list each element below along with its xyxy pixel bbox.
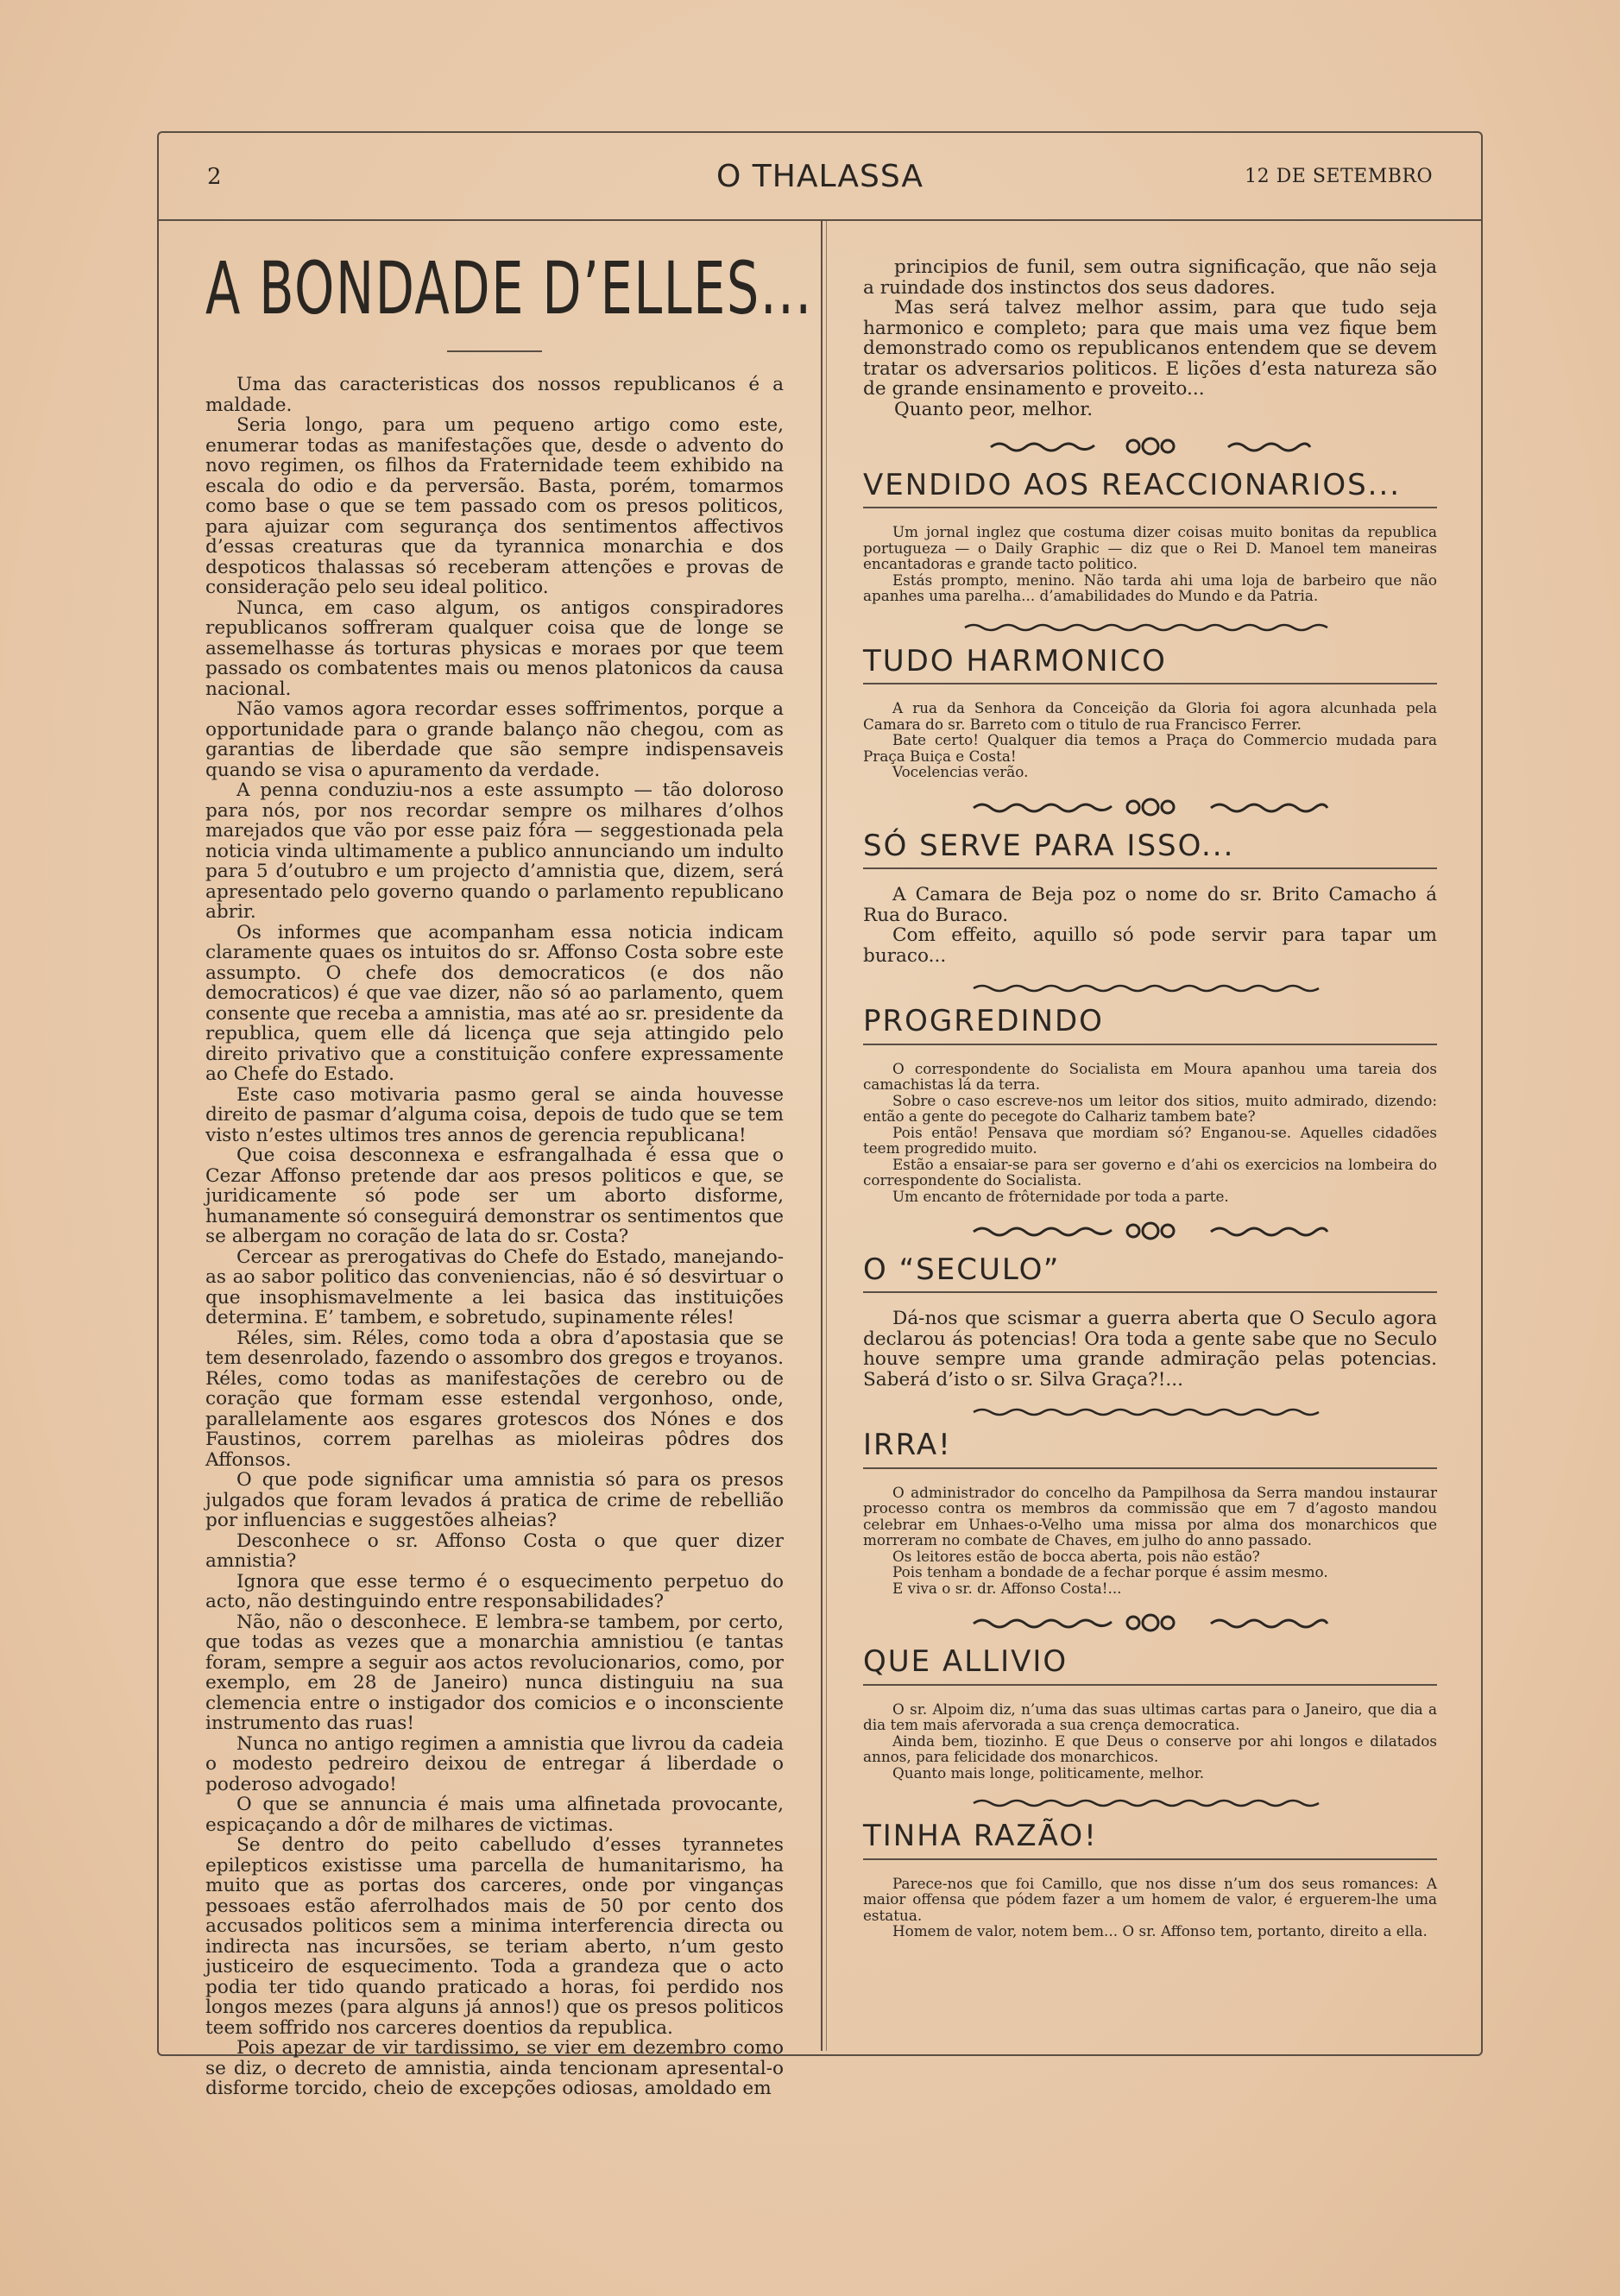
ornament-divider	[969, 1612, 1332, 1634]
column-divider	[821, 221, 823, 2051]
section-body	[863, 1701, 1437, 1782]
news-item	[863, 830, 1437, 966]
section-paragraph: Bate certo! Qualquer dia temos a Praça do Commercio mudada para Praça Buiça e Costa!	[863, 731, 1437, 765]
main-article	[205, 246, 813, 2100]
article-continuation	[863, 257, 1437, 419]
headline-rule	[447, 350, 542, 352]
section-body	[863, 885, 1437, 966]
article-body	[205, 375, 784, 2099]
section-title: VENDIDO AOS REACCIONARIOS...	[863, 468, 1402, 502]
news-item	[863, 1429, 1437, 1596]
section-title: IRRA!	[863, 1428, 952, 1463]
ornament-divider	[986, 435, 1314, 457]
section-paragraph: Parece-nos que foi Camillo, que nos disse n’um dos seus romances: A maior offensa que pódem fazer a um homem de valor, é erguerem-lhe uma estatua.	[863, 1874, 1437, 1924]
ornament-divider	[969, 1796, 1332, 1808]
news-item	[863, 1646, 1437, 1781]
section-paragraph: Vocelencias verão.	[892, 763, 1029, 781]
ornament-divider	[969, 981, 1332, 993]
article-paragraph: Os informes que acompanham essa noticia indicam claramente quaes os intuitos do sr. Affonso Costa sobre este assumpto. O chefe dos democraticos (e dos não democraticos) é que vae dizer, não só ao parlamento, quem consente que receba a amnistia, mas até ao sr. presidente da republica, quem elle dá licença que seja attingido pelo direito privativo que a constituição confere expressamente ao Chefe do Estado.	[205, 921, 784, 1086]
column-divider-inner	[826, 221, 827, 2051]
article-paragraph: O que se annuncia é mais uma alfinetada provocante, espicaçando a dôr de milhares de victimas.	[205, 1794, 784, 1836]
section-title: TUDO HARMONICO	[863, 643, 1167, 678]
news-item	[863, 1820, 1437, 1939]
section-paragraph: Quanto mais longe, politicamente, melhor.	[892, 1763, 1205, 1782]
section-body	[863, 1309, 1437, 1390]
newspaper-title: O THALASSA	[716, 159, 923, 194]
section-paragraph: Pois então! Pensava que mordiam só? Enganou-se. Aquelles cidadões teem progredido muito.	[863, 1123, 1437, 1157]
section-paragraph: Os leitores estão de bocca aberta, pois não estão?	[892, 1547, 1260, 1565]
article-paragraph: Não vamos agora recordar esses soffrimentos, porque a opportunidade para o grande balanço não chegou, com as garantias de liberdade que são sempre indispensaveis quando se visa o apuramento da verdade.	[205, 698, 784, 781]
article-paragraph: Ignora que esse termo é o esquecimento perpetuo do acto, não destinguindo entre responsabilidades?	[205, 1570, 784, 1613]
section-rule	[863, 1467, 1437, 1469]
article-paragraph: Cercear as prerogativas do Chefe do Estado, manejando-as ao sabor politico das conveniencias, não é só desvirtuar o que insophismavelmente a lei basica das instituições determina. E’ tambem, e sobretudo, supinamente réles!	[205, 1246, 784, 1329]
section-body	[863, 700, 1437, 780]
article-paragraph: Não, não o desconhece. E lembra-se tambem, por certo, que todas as vezes que a monarchia amnistiou (e tantas foram, sempre a seguir aos actos revolucionarios, como, por exemplo, em 28 de Janeiro) nunca distinguiu na sua clemencia entre o instigador dos comicios e o inconsciente instrumento das ruas!	[205, 1611, 784, 1735]
page-number: 2	[207, 164, 222, 190]
section-title: TINHA RAZÃO!	[863, 1819, 1098, 1854]
article-paragraph: Pois apezar de vir tardissimo, se vier em dezembro como se diz, o decreto de amnistia, ainda tencionam apresental-o disforme torcido, cheio de excepções odiosas, amoldado em	[205, 2037, 784, 2100]
section-rule	[863, 683, 1437, 684]
section-paragraph: Homem de valor, notem bem... O sr. Affonso tem, portanto, direito a ella.	[892, 1922, 1428, 1940]
article-paragraph: Este caso motivaria pasmo geral se ainda houvesse direito de pasmar d’alguma coisa, depois de tudo que se tem visto n’estes ultimos tres annos de gerencia republicana!	[205, 1083, 784, 1146]
ornament-divider	[969, 796, 1332, 818]
section-paragraph: Um jornal inglez que costuma dizer coisas muito bonitas da republica portugueza — o Daily Graphic — diz que o Rei D. Manoel tem maneiras encantadoras e grande tacto politico.	[863, 523, 1437, 573]
article-headline: A BONDADE D’ELLES...	[205, 246, 813, 331]
news-item	[863, 1006, 1437, 1204]
article-paragraph: Seria longo, para um pequeno artigo como este, enumerar todas as manifestações que, desde o advento do novo regimen, os filhos da Fraternidade teem exhibido na escala do odio e da perversão. Basta, porém, tomarmos como base o que se tem passado com os presos politicos, para ajuizar com segurança dos sentimentos affectivos d’essas creaturas que da tyrannica monarchia e dos despoticos thalassas só receberam attenções e provas de consideração pelo seu ideal politico.	[205, 414, 784, 599]
section-paragraph: O administrador do concelho da Pampilhosa da Serra mandou instaurar processo contra os membros da commissão que em 7 d’agosto mandou celebrar em Unhaes-o-Velho uma missa por alma dos monarchicos que morreram no combate de Chaves, em julho do anno passado.	[863, 1483, 1437, 1549]
section-paragraph: Pois tenham a bondade de a fechar porque é assim mesmo.	[892, 1563, 1328, 1581]
page-header	[157, 154, 1483, 221]
continuation-paragraph: principios de funil, sem outra significação, que não seja a ruindade dos instinctos dos seus dadores.	[863, 256, 1437, 299]
section-paragraph: Sobre o caso escreve-nos um leitor dos sitios, muito admirado, dizendo: então a gente do pecegote do Calhariz tambem bate?	[863, 1091, 1437, 1126]
ornament-divider	[969, 1220, 1332, 1242]
ornament-divider	[961, 620, 1340, 634]
section-rule	[863, 1684, 1437, 1686]
article-paragraph: Se dentro do peito cabelludo d’esses tyrannetes epilepticos existisse uma parcella de humanitarismo, ha muito que as portas dos carceres, onde por vinganças pessoaes estão aferrolhados mais de 50 por cento dos accusados politicos sem a minima interferencia directa ou indirecta nas incursões, se teriam aberto, n’um gesto justiceiro de esquecimento. Toda a grandeza que o acto podia ter tido quando praticado a horas, foi perdido nos longos mezes (para alguns já annos!) que os presos politicos teem soffrido nos carceres doentios da republica.	[205, 1834, 784, 2039]
section-rule	[863, 867, 1437, 869]
article-paragraph: Uma das caracteristicas dos nossos republicanos é a maldade.	[205, 374, 784, 416]
article-paragraph: Nunca, em caso algum, os antigos conspiradores republicanos soffreram qualquer coisa que de longe se assemelhasse ás torturas physicas e moraes por que teem passado os combatentes mais ou menos platonicos da causa nacional.	[205, 596, 784, 700]
section-paragraph: A Camara de Beja poz o nome do sr. Brito Camacho á Rua do Buraco.	[863, 884, 1437, 926]
section-paragraph: Um encanto de frôternidade por toda a parte.	[892, 1187, 1229, 1205]
section-body	[863, 1876, 1437, 1940]
section-paragraph: Com effeito, aquillo só pode servir para tapar um buraco...	[863, 924, 1437, 967]
section-title: QUE ALLIVIO	[863, 1644, 1068, 1680]
section-title: SÓ SERVE PARA ISSO...	[863, 828, 1235, 863]
section-rule	[863, 1291, 1437, 1293]
issue-date: 12 DE SETEMBRO	[1245, 166, 1433, 187]
section-body	[863, 1061, 1437, 1205]
news-item	[863, 643, 1437, 781]
article-paragraph: Desconhece o sr. Affonso Costa o que quer dizer amnistia?	[205, 1530, 784, 1573]
news-item	[863, 1254, 1437, 1390]
section-rule	[863, 1044, 1437, 1045]
continuation-paragraph: Mas será talvez melhor assim, para que tudo seja harmonico e completo; para que mais uma vez fique bem demonstrado como os republicanos entendem que se devem tratar os adversarios politicos. E lições d’esta natureza são de grande ensinamento e proveito...	[863, 297, 1437, 400]
ornament-divider	[969, 1405, 1332, 1417]
section-title: PROGREDINDO	[863, 1004, 1104, 1039]
section-paragraph: Dá-nos que scismar a guerra aberta que O Seculo agora declarou ás potencias! Ora toda a gente sabe que no Seculo houve sempre uma grande admiração pelas potencias. Saberá d’isto o sr. Silva Graça?!...	[863, 1308, 1437, 1391]
article-paragraph: A penna conduziu-nos a este assumpto — tão doloroso para nós, por nos recordar sempre os milhares d’olhos marejados que vão por esse paiz fóra — seggestionada pela noticia vinda ultimamente a publico annunciando um indulto para 5 d’outubro e um projecto d’amnistia que, dizem, será apresentado pelo governo quando o parlamento republicano abrir.	[205, 779, 784, 924]
article-paragraph: Nunca no antigo regimen a amnistia que livrou da cadeia o modesto pedreiro deixou de entregar á liberdade o poderoso advogado!	[205, 1732, 784, 1795]
section-paragraph: O correspondente do Socialista em Moura apanhou uma tareia dos camachistas lá da terra.	[863, 1059, 1437, 1094]
section-body	[863, 524, 1437, 604]
section-rule	[863, 1858, 1437, 1860]
section-paragraph: A rua da Senhora da Conceição da Gloria foi agora alcunhada pela Camara do sr. Barreto com o titulo de rua Francisco Ferrer.	[863, 699, 1437, 733]
right-column	[863, 257, 1437, 2027]
section-paragraph: O sr. Alpoim diz, n’uma das suas ultimas cartas para o Janeiro, que dia a dia tem mais afervorada a sua crença democratica.	[863, 1700, 1437, 1734]
section-rule	[863, 507, 1437, 508]
section-paragraph: Ainda bem, tiozinho. E que Deus o conserve por ahi longos e dilatados annos, para felicidade dos monarchicos.	[863, 1731, 1437, 1766]
article-paragraph: Que coisa desconnexa e esfrangalhada é essa que o Cezar Affonso pretende dar aos presos politicos e que, se juridicamente só pode ser um aborto disforme, humanamente só conseguirá demonstrar os sentimentos que se albergam no coração de lata do sr. Costa?	[205, 1145, 784, 1248]
article-paragraph: Réles, sim. Réles, como toda a obra d’apostasia que se tem desenrolado, fazendo o assombro dos gregos e troyanos. Réles, como todas as manifestações de cerebro ou de coração que formam esse estendal vergonhoso, onde, parallelamente aos esgares grotescos dos Nónes e dos Faustinos, correm parelhas as mioleiras pôdres dos Affonsos.	[205, 1327, 784, 1471]
section-paragraph: E viva o sr. dr. Affonso Costa!...	[892, 1579, 1122, 1597]
news-item	[863, 470, 1437, 604]
section-paragraph: Estão a ensaiar-se para ser governo e d’ahi os exercicios na lombeira do correspondente do Socialista.	[863, 1155, 1437, 1189]
continuation-paragraph: Quanto peor, melhor.	[894, 398, 1094, 420]
article-paragraph: O que pode significar uma amnistia só para os presos julgados que foram levados á pratica de crime de rebellião por influencias e suggestões alheias?	[205, 1469, 784, 1532]
section-paragraph: Estás prompto, menino. Não tarda ahi uma loja de barbeiro que não apanhes uma parelha... d’amabilidades do Mundo e da Patria.	[863, 571, 1437, 605]
section-body	[863, 1485, 1437, 1597]
section-title: O “SECULO”	[863, 1252, 1061, 1288]
